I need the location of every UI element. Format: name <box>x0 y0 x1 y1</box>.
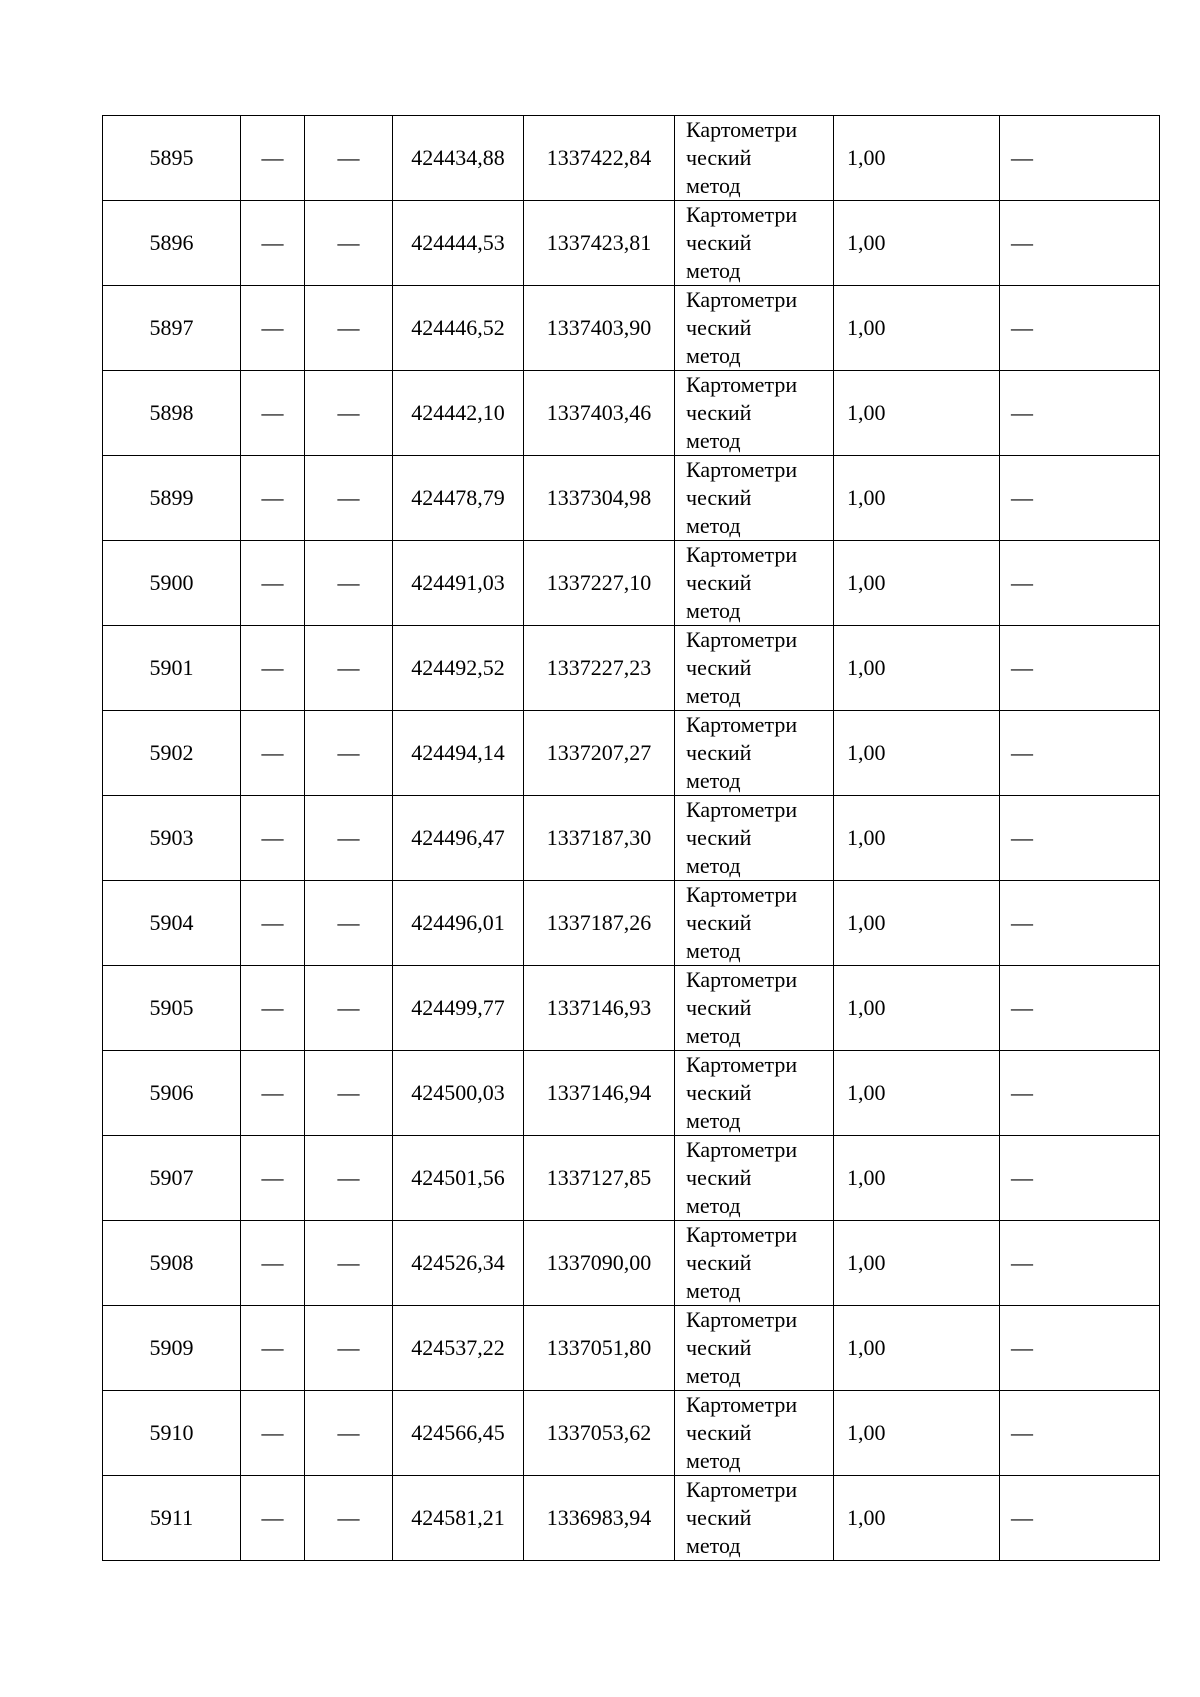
point-number-cell: 5904 <box>103 881 241 966</box>
method-cell: Картометри ческий метод <box>675 1221 834 1306</box>
empty-value-cell: — <box>241 796 305 881</box>
empty-value-cell: — <box>241 1306 305 1391</box>
empty-value-cell: — <box>241 1136 305 1221</box>
table-row <box>103 201 1160 286</box>
empty-value-cell: — <box>241 541 305 626</box>
empty-value-cell: — <box>305 456 393 541</box>
accuracy-cell: 1,00 <box>834 966 1000 1051</box>
accuracy-cell: 1,00 <box>834 796 1000 881</box>
method-cell: Картометри ческий метод <box>675 1306 834 1391</box>
point-number-cell: 5901 <box>103 626 241 711</box>
y-coordinate-cell: 1336983,94 <box>524 1476 675 1561</box>
method-cell: Картометри ческий метод <box>675 116 834 201</box>
point-number-cell: 5900 <box>103 541 241 626</box>
empty-value-cell: — <box>305 711 393 796</box>
method-cell: Картометри ческий метод <box>675 456 834 541</box>
accuracy-cell: 1,00 <box>834 371 1000 456</box>
point-number-cell: 5907 <box>103 1136 241 1221</box>
accuracy-cell: 1,00 <box>834 1476 1000 1561</box>
table-row <box>103 371 1160 456</box>
empty-value-cell: — <box>305 881 393 966</box>
x-coordinate-cell: 424526,34 <box>393 1221 524 1306</box>
point-number-cell: 5903 <box>103 796 241 881</box>
y-coordinate-cell: 1337403,90 <box>524 286 675 371</box>
point-number-cell: 5897 <box>103 286 241 371</box>
y-coordinate-cell: 1337227,23 <box>524 626 675 711</box>
y-coordinate-cell: 1337403,46 <box>524 371 675 456</box>
accuracy-cell: 1,00 <box>834 286 1000 371</box>
method-cell: Картометри ческий метод <box>675 1391 834 1476</box>
y-coordinate-cell: 1337127,85 <box>524 1136 675 1221</box>
y-coordinate-cell: 1337187,26 <box>524 881 675 966</box>
accuracy-cell: 1,00 <box>834 1136 1000 1221</box>
method-cell: Картометри ческий метод <box>675 1051 834 1136</box>
empty-value-cell: — <box>1000 116 1160 201</box>
x-coordinate-cell: 424496,01 <box>393 881 524 966</box>
point-number-cell: 5899 <box>103 456 241 541</box>
method-cell: Картометри ческий метод <box>675 966 834 1051</box>
x-coordinate-cell: 424537,22 <box>393 1306 524 1391</box>
point-number-cell: 5910 <box>103 1391 241 1476</box>
method-cell: Картометри ческий метод <box>675 796 834 881</box>
empty-value-cell: — <box>1000 456 1160 541</box>
accuracy-cell: 1,00 <box>834 1391 1000 1476</box>
method-cell: Картометри ческий метод <box>675 1136 834 1221</box>
table-row <box>103 541 1160 626</box>
table-row <box>103 286 1160 371</box>
empty-value-cell: — <box>241 881 305 966</box>
empty-value-cell: — <box>1000 1476 1160 1561</box>
point-number-cell: 5911 <box>103 1476 241 1561</box>
empty-value-cell: — <box>305 371 393 456</box>
table-row <box>103 1136 1160 1221</box>
empty-value-cell: — <box>1000 1221 1160 1306</box>
empty-value-cell: — <box>1000 1051 1160 1136</box>
accuracy-cell: 1,00 <box>834 1221 1000 1306</box>
empty-value-cell: — <box>241 1221 305 1306</box>
x-coordinate-cell: 424566,45 <box>393 1391 524 1476</box>
table-row <box>103 881 1160 966</box>
empty-value-cell: — <box>1000 201 1160 286</box>
table-row <box>103 1051 1160 1136</box>
empty-value-cell: — <box>241 116 305 201</box>
accuracy-cell: 1,00 <box>834 116 1000 201</box>
point-number-cell: 5895 <box>103 116 241 201</box>
y-coordinate-cell: 1337051,80 <box>524 1306 675 1391</box>
empty-value-cell: — <box>1000 796 1160 881</box>
y-coordinate-cell: 1337207,27 <box>524 711 675 796</box>
table-row <box>103 626 1160 711</box>
accuracy-cell: 1,00 <box>834 1306 1000 1391</box>
empty-value-cell: — <box>241 286 305 371</box>
empty-value-cell: — <box>241 1476 305 1561</box>
y-coordinate-cell: 1337090,00 <box>524 1221 675 1306</box>
point-number-cell: 5908 <box>103 1221 241 1306</box>
empty-value-cell: — <box>241 456 305 541</box>
empty-value-cell: — <box>1000 626 1160 711</box>
table-row <box>103 1476 1160 1561</box>
accuracy-cell: 1,00 <box>834 626 1000 711</box>
empty-value-cell: — <box>305 1476 393 1561</box>
y-coordinate-cell: 1337146,94 <box>524 1051 675 1136</box>
accuracy-cell: 1,00 <box>834 1051 1000 1136</box>
y-coordinate-cell: 1337423,81 <box>524 201 675 286</box>
table-row <box>103 796 1160 881</box>
table-row <box>103 116 1160 201</box>
empty-value-cell: — <box>1000 1306 1160 1391</box>
x-coordinate-cell: 424434,88 <box>393 116 524 201</box>
point-number-cell: 5902 <box>103 711 241 796</box>
empty-value-cell: — <box>1000 1136 1160 1221</box>
empty-value-cell: — <box>305 116 393 201</box>
empty-value-cell: — <box>305 286 393 371</box>
coordinates-table <box>102 115 1160 1561</box>
point-number-cell: 5905 <box>103 966 241 1051</box>
empty-value-cell: — <box>1000 371 1160 456</box>
x-coordinate-cell: 424581,21 <box>393 1476 524 1561</box>
point-number-cell: 5898 <box>103 371 241 456</box>
x-coordinate-cell: 424444,53 <box>393 201 524 286</box>
method-cell: Картометри ческий метод <box>675 711 834 796</box>
empty-value-cell: — <box>241 711 305 796</box>
point-number-cell: 5909 <box>103 1306 241 1391</box>
accuracy-cell: 1,00 <box>834 201 1000 286</box>
x-coordinate-cell: 424500,03 <box>393 1051 524 1136</box>
x-coordinate-cell: 424501,56 <box>393 1136 524 1221</box>
method-cell: Картометри ческий метод <box>675 286 834 371</box>
x-coordinate-cell: 424492,52 <box>393 626 524 711</box>
point-number-cell: 5896 <box>103 201 241 286</box>
empty-value-cell: — <box>305 1051 393 1136</box>
y-coordinate-cell: 1337422,84 <box>524 116 675 201</box>
empty-value-cell: — <box>305 1221 393 1306</box>
empty-value-cell: — <box>241 626 305 711</box>
empty-value-cell: — <box>1000 286 1160 371</box>
empty-value-cell: — <box>305 1391 393 1476</box>
x-coordinate-cell: 424496,47 <box>393 796 524 881</box>
x-coordinate-cell: 424499,77 <box>393 966 524 1051</box>
method-cell: Картометри ческий метод <box>675 201 834 286</box>
table-row <box>103 711 1160 796</box>
empty-value-cell: — <box>1000 966 1160 1051</box>
method-cell: Картометри ческий метод <box>675 626 834 711</box>
table-row <box>103 1221 1160 1306</box>
accuracy-cell: 1,00 <box>834 881 1000 966</box>
empty-value-cell: — <box>241 1391 305 1476</box>
empty-value-cell: — <box>1000 881 1160 966</box>
method-cell: Картометри ческий метод <box>675 881 834 966</box>
table-row <box>103 1391 1160 1476</box>
empty-value-cell: — <box>305 541 393 626</box>
accuracy-cell: 1,00 <box>834 541 1000 626</box>
empty-value-cell: — <box>1000 541 1160 626</box>
method-cell: Картометри ческий метод <box>675 371 834 456</box>
empty-value-cell: — <box>1000 711 1160 796</box>
empty-value-cell: — <box>305 1136 393 1221</box>
x-coordinate-cell: 424491,03 <box>393 541 524 626</box>
empty-value-cell: — <box>241 1051 305 1136</box>
empty-value-cell: — <box>305 201 393 286</box>
table-row <box>103 966 1160 1051</box>
x-coordinate-cell: 424494,14 <box>393 711 524 796</box>
method-cell: Картометри ческий метод <box>675 1476 834 1561</box>
table-row <box>103 456 1160 541</box>
table-body <box>103 116 1160 1561</box>
empty-value-cell: — <box>305 1306 393 1391</box>
x-coordinate-cell: 424442,10 <box>393 371 524 456</box>
method-cell: Картометри ческий метод <box>675 541 834 626</box>
y-coordinate-cell: 1337053,62 <box>524 1391 675 1476</box>
y-coordinate-cell: 1337304,98 <box>524 456 675 541</box>
table-row <box>103 1306 1160 1391</box>
empty-value-cell: — <box>305 966 393 1051</box>
empty-value-cell: — <box>305 626 393 711</box>
x-coordinate-cell: 424446,52 <box>393 286 524 371</box>
point-number-cell: 5906 <box>103 1051 241 1136</box>
empty-value-cell: — <box>241 201 305 286</box>
x-coordinate-cell: 424478,79 <box>393 456 524 541</box>
empty-value-cell: — <box>241 966 305 1051</box>
y-coordinate-cell: 1337227,10 <box>524 541 675 626</box>
accuracy-cell: 1,00 <box>834 456 1000 541</box>
empty-value-cell: — <box>241 371 305 456</box>
empty-value-cell: — <box>1000 1391 1160 1476</box>
y-coordinate-cell: 1337146,93 <box>524 966 675 1051</box>
empty-value-cell: — <box>305 796 393 881</box>
y-coordinate-cell: 1337187,30 <box>524 796 675 881</box>
accuracy-cell: 1,00 <box>834 711 1000 796</box>
